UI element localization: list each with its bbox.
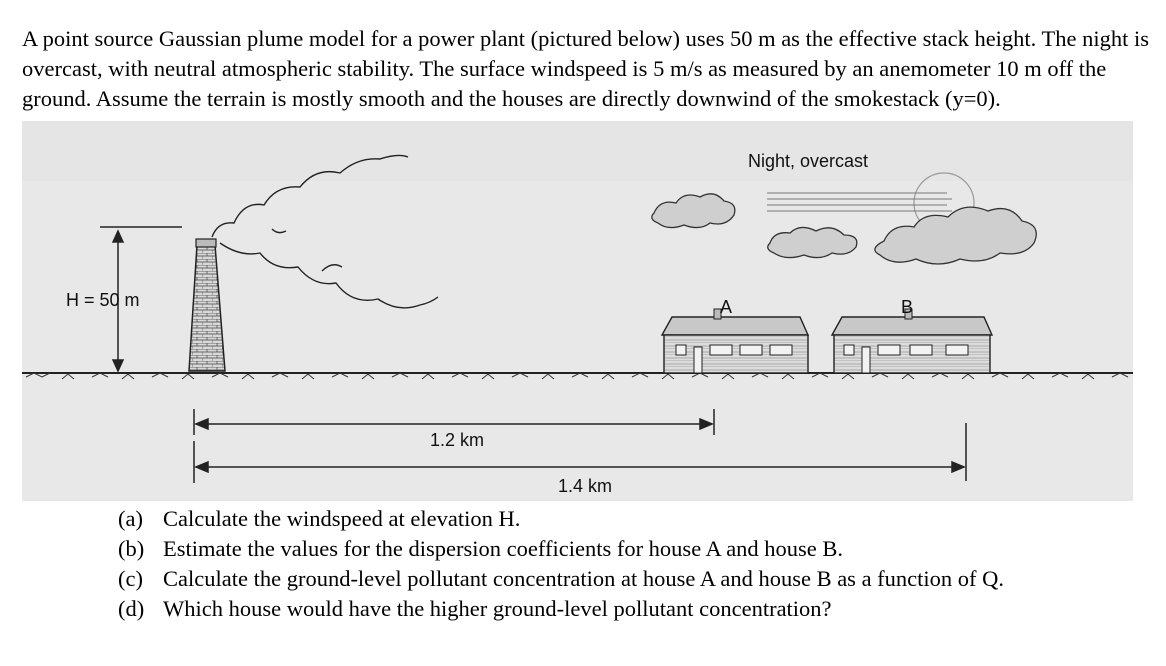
question-letter: (c) [118, 566, 143, 591]
plume-diagram-drawing [22, 121, 1133, 501]
problem-statement: A point source Gaussian plume model for a power plant (pictured below) uses 50 m as the effective stack height. The night is overcast, with neutral atmospheric stability. The surface windspeed is 5 m/s as measured by an anemometer 10 m off the ground. Assume the terrain is mostly smooth and the houses are directly downwind of the smokestack (y=0). [22, 25, 1150, 111]
question-item [118, 504, 1158, 534]
question-text: Calculate the ground-level pollutant concentration at house A and house B as a function of Q. [163, 566, 1005, 591]
house-b-label: B [901, 297, 914, 317]
question-item [118, 594, 1158, 624]
question-item [118, 564, 1158, 594]
distance-b-label: 1.4 km [558, 476, 613, 496]
question-list [118, 504, 1158, 624]
stack-height-label: H = 50 m [66, 290, 140, 310]
question-letter: (b) [118, 536, 145, 561]
question-letter: (d) [118, 596, 145, 621]
house-a [662, 309, 808, 373]
plume-diagram [22, 121, 1133, 501]
question-text: Calculate the windspeed at elevation H. [163, 506, 521, 531]
distance-a-label: 1.2 km [430, 430, 485, 450]
condition-label: Night, overcast [748, 151, 869, 171]
question-text: Estimate the values for the dispersion coefficients for house A and house B. [163, 536, 844, 561]
question-letter: (a) [118, 506, 143, 531]
question-item [118, 534, 1158, 564]
house-a-label: A [720, 297, 733, 317]
question-text: Which house would have the higher ground-level pollutant concentration? [163, 596, 832, 621]
house-b [832, 309, 992, 373]
